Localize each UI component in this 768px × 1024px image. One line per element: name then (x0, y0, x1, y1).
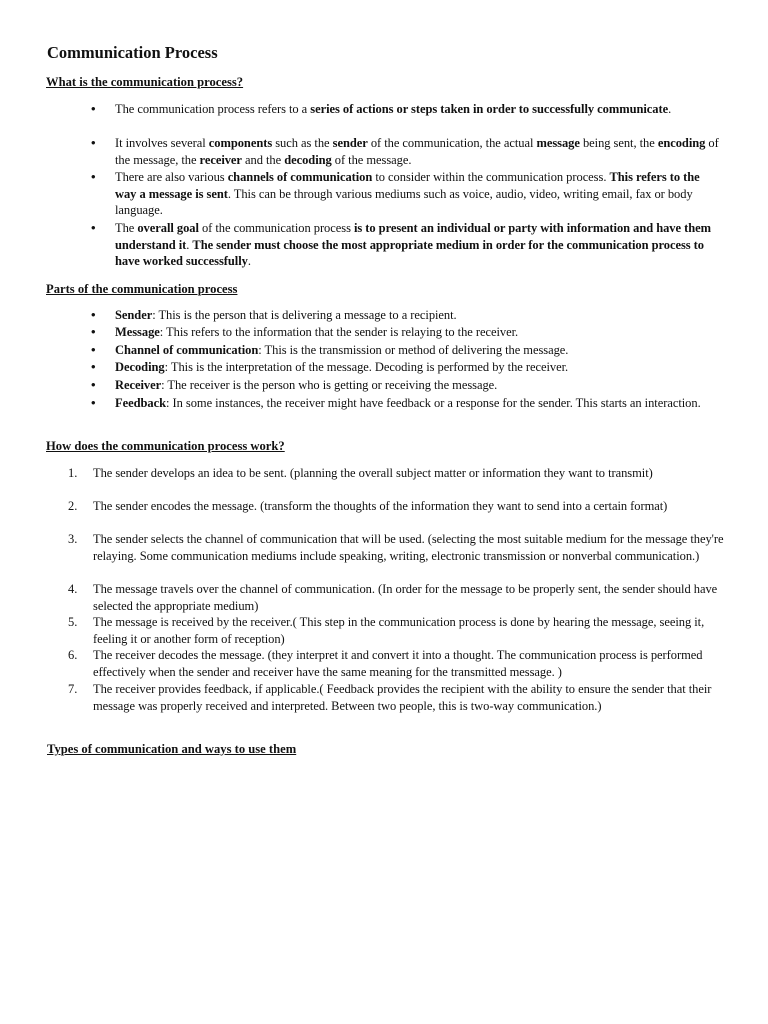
text-run: being sent, the (579, 136, 658, 150)
bold-text-run: series of actions or steps taken in order to successfully communicate (310, 102, 669, 116)
numbered-item (68, 581, 725, 614)
list-text: The message is received by the receiver.( This step in the communication process is done by hearing the message, seeing it, feeling it or another form of reception) (93, 615, 705, 646)
numbered-item (68, 465, 725, 482)
list-number: 6. (68, 648, 78, 662)
text-run: such as the (272, 136, 333, 150)
bullet-item (91, 324, 723, 341)
bullet-icon: • (91, 342, 96, 357)
bullet-item (91, 135, 723, 168)
rich-text (115, 396, 701, 410)
page-title: Communication Process (47, 43, 218, 62)
text-run: The (115, 221, 138, 235)
bullet-icon: • (91, 307, 96, 322)
list-number: 5. (68, 615, 78, 629)
rich-text (115, 325, 518, 339)
bullet-item (91, 395, 723, 412)
text-run: It involves several (115, 136, 209, 150)
text-run: : The receiver is the person who is getting or receiving the message. (161, 378, 498, 392)
text-run: . (186, 237, 193, 252)
bullet-item (91, 342, 723, 359)
rich-text (115, 378, 497, 392)
rich-text (115, 343, 568, 357)
rich-text (115, 308, 457, 322)
section-heading-what: What is the communication process? (46, 75, 244, 89)
text-run: of the communication process (198, 221, 354, 235)
list-number: 4. (68, 582, 78, 596)
bold-text-run: Feedback (115, 396, 166, 410)
section-heading-parts: Parts of the communication process (46, 282, 238, 296)
bold-text-run: The sender must choose the most appropriate medium in order for the communication process to have worked successfully (115, 237, 704, 269)
bullet-icon: • (91, 359, 96, 374)
rich-text (115, 136, 719, 167)
text-run: . This can be through various mediums such as voice, audio, video, writing email, fax or body language. (115, 186, 693, 218)
bold-text-run: encoding (657, 136, 706, 150)
bold-text-run: overall goal (137, 221, 199, 235)
bold-text-run: decoding (284, 152, 332, 167)
text-run: : This is the person that is delivering a message to a recipient. (152, 308, 457, 322)
text-run: of the message, the (115, 136, 719, 167)
rich-text (115, 102, 671, 116)
bold-text-run: components (208, 136, 273, 150)
bullet-icon: • (91, 395, 96, 410)
text-run: and the (241, 152, 285, 167)
bold-text-run: Sender (115, 308, 153, 322)
rich-text (115, 360, 568, 374)
text-run: : In some instances, the receiver might have feedback or a response for the sender. This starts an interaction. (166, 396, 701, 410)
text-run: . (668, 102, 672, 116)
rich-text (115, 170, 700, 217)
bold-text-run: Receiver (115, 378, 162, 392)
bullet-icon: • (91, 324, 96, 339)
text-run: The communication process refers to a (115, 102, 311, 116)
list-number: 3. (68, 532, 78, 546)
numbered-item (68, 531, 725, 564)
bullet-item (91, 359, 723, 376)
list-text: The sender selects the channel of communication that will be used. (selecting the most suitable medium for the message they're relaying. Some communication mediums include speaking, writing, electronic transmission or nonverbal communication.) (93, 532, 724, 563)
numbered-item (68, 647, 725, 680)
bullet-icon: • (91, 135, 96, 150)
text-run: . (247, 254, 251, 269)
list-text: The sender encodes the message. (transform the thoughts of the information they want to send into a certain format) (93, 499, 668, 513)
list-text: The sender develops an idea to be sent. (planning the overall subject matter or information they want to transmit) (93, 466, 653, 480)
list-text: The receiver provides feedback, if applicable.( Feedback provides the recipient with the ability to ensure the sender that their message was properly received and interpreted. Between two people, this is two-way communication.) (93, 682, 712, 713)
numbered-item (68, 498, 725, 515)
text-run: of the communication, the actual (367, 136, 537, 150)
bold-text-run: sender (332, 136, 368, 150)
bullet-item (91, 220, 723, 270)
text-run: of the message. (331, 152, 412, 167)
list-text: The receiver decodes the message. (they interpret it and convert it into a thought. The communication process is performed effectively when the sender and receiver have the same meaning for the transmitted message. ) (93, 648, 703, 679)
list-number: 2. (68, 499, 78, 513)
bold-text-run: message (536, 136, 580, 150)
text-run: : This is the interpretation of the message. Decoding is performed by the receiver. (164, 360, 569, 374)
text-run: There are also various (115, 170, 228, 184)
bullet-icon: • (91, 220, 96, 235)
bold-text-run: channels of communication (227, 170, 373, 184)
bold-text-run: Channel of communication (115, 343, 259, 357)
bullet-icon: • (91, 101, 96, 116)
bold-text-run: is to present an individual or party with information and have them understand it (115, 221, 711, 252)
text-run: to consider within the communication process. (372, 170, 610, 184)
list-number: 1. (68, 466, 78, 480)
list-number: 7. (68, 682, 78, 696)
bold-text-run: Message (115, 325, 160, 339)
list-text: The message travels over the channel of communication. (In order for the message to be properly sent, the sender should have selected the appropriate medium) (93, 582, 718, 613)
text-run: : This refers to the information that the sender is relaying to the receiver. (159, 325, 519, 339)
bullet-icon: • (91, 377, 96, 392)
bullet-item (91, 101, 695, 118)
bold-text-run: Decoding (115, 360, 165, 374)
section-heading-how: How does the communication process work? (46, 439, 285, 453)
rich-text (115, 221, 711, 268)
bullet-icon: • (91, 169, 96, 184)
bold-text-run: receiver (199, 152, 242, 167)
bullet-item (91, 169, 723, 219)
bullet-item (91, 377, 723, 394)
numbered-item (68, 681, 725, 714)
numbered-item (68, 614, 725, 647)
bullet-item (91, 307, 723, 324)
section-heading-types: Types of communication and ways to use them (47, 742, 297, 756)
bold-text-run: This refers to the way a message is sent (115, 170, 700, 201)
text-run: : This is the transmission or method of delivering the message. (258, 343, 569, 357)
